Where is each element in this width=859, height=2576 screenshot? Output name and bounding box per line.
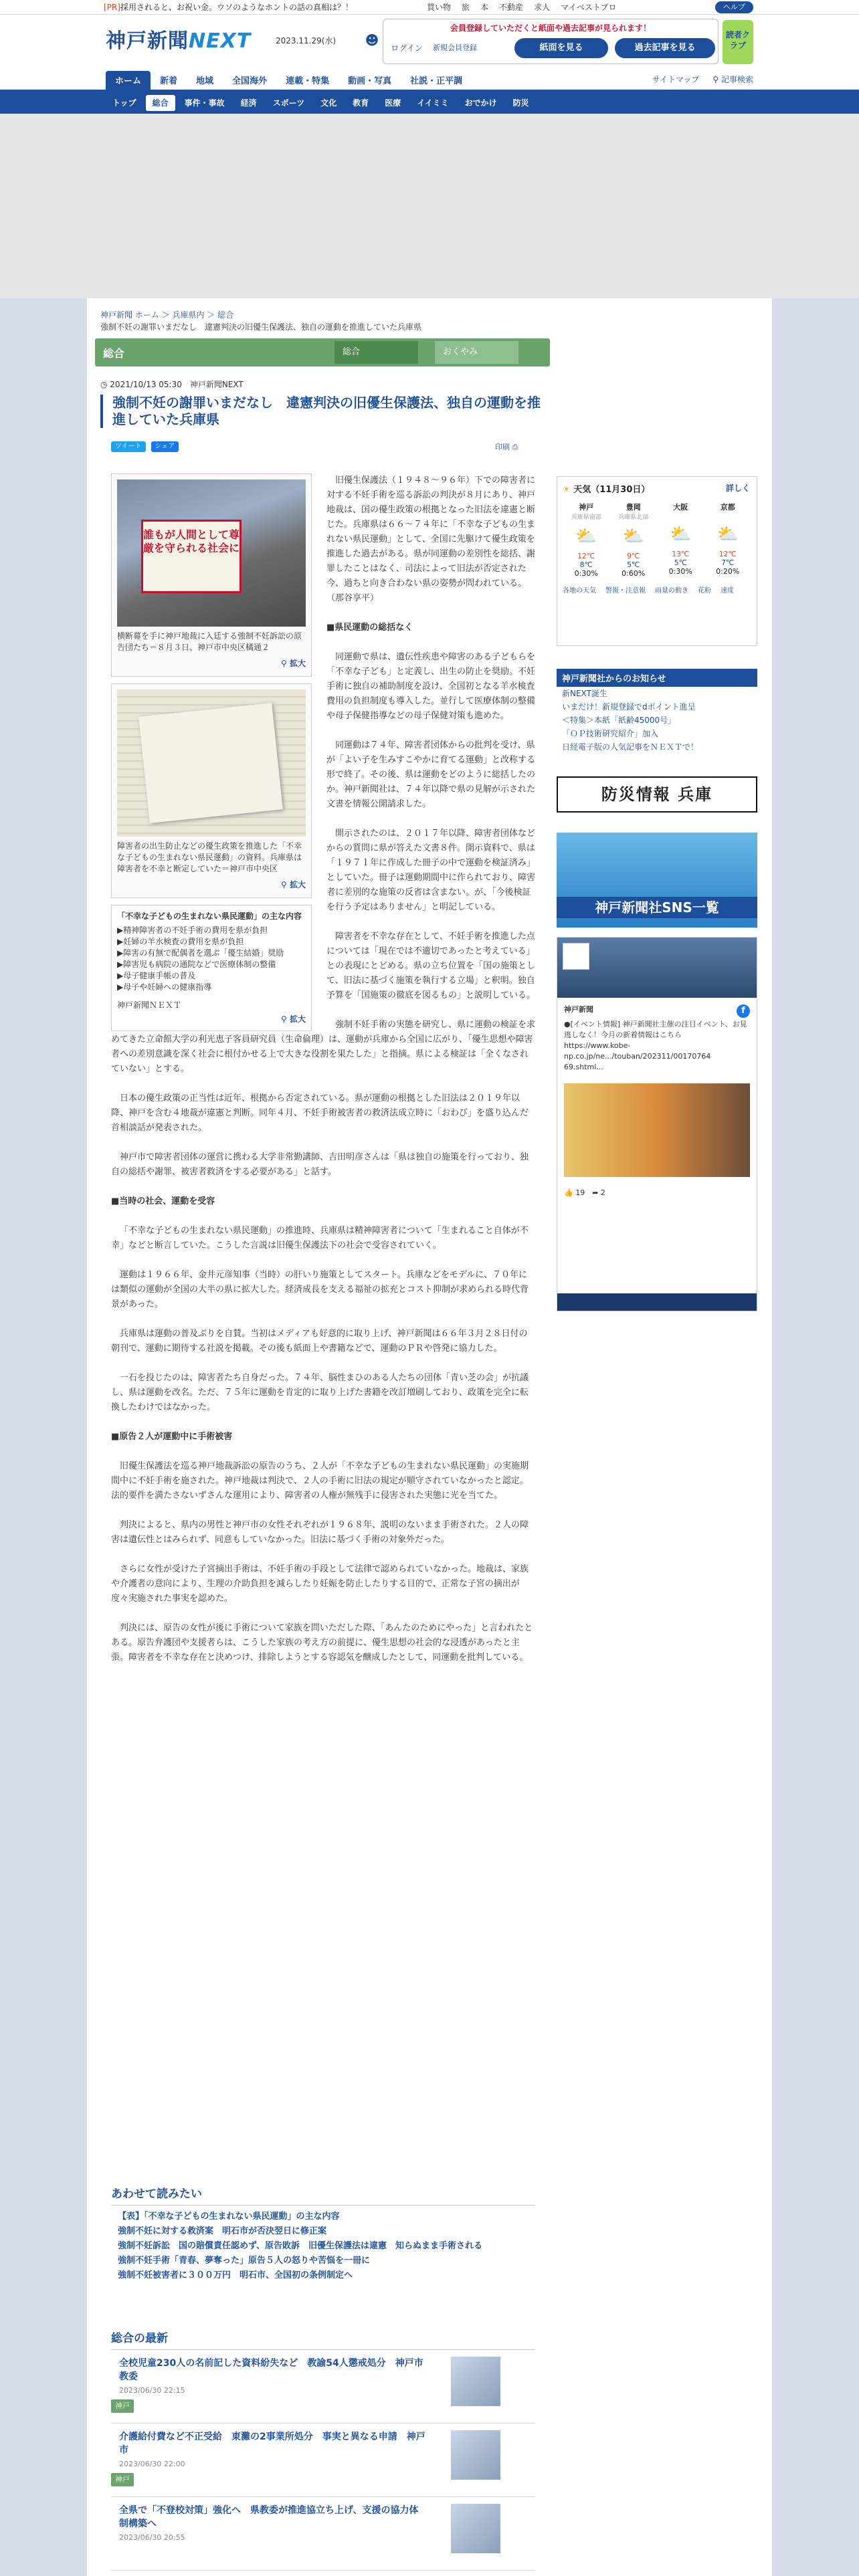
related-box bbox=[111, 905, 312, 1031]
breadcrumb: 神戸新聞 ホーム ＞ 兵庫県内 ＞ 総合 bbox=[100, 310, 234, 320]
notice-link[interactable]: 「ＯＰ技術研究紹介」加入 bbox=[562, 729, 659, 738]
gnav-national[interactable]: 全国海外 bbox=[232, 76, 268, 86]
logo-next: NEXT bbox=[189, 29, 252, 53]
top-link-shopping[interactable]: 買い物 bbox=[427, 3, 452, 12]
facebook-post bbox=[557, 998, 757, 1079]
latest-item-date: 2023/06/30 22:00 bbox=[119, 2460, 185, 2468]
masthead bbox=[0, 15, 859, 68]
weather-more-link[interactable]: 詳しく bbox=[725, 484, 750, 493]
latest-item[interactable] bbox=[111, 2504, 535, 2571]
article-headline: 強制不妊の謝罪いまだなし 違憲判決の旧優生保護法、独自の運動を推進していた兵庫県 bbox=[100, 395, 542, 428]
top-link-jobs[interactable]: 求人 bbox=[534, 3, 551, 12]
latest-section bbox=[111, 2329, 535, 2576]
related-box-title: 「不幸な子どもの生まれない県民運動」の主な内容 bbox=[117, 911, 302, 921]
paragraph: 兵庫県は運動の普及ぶりを自賛。当初はメディアも好意的に取り上げ、神戸新聞は６６年３月２８日付の朝刊で、運動に期待する社説を掲載。その後も紙面上や書籍などで、運動のＰＲや啓発に協力した。 bbox=[111, 1329, 528, 1354]
figure-2-caption: 障害者の出生防止などの優生政策を推進した「不幸な子どもの生まれない県民運動」の資料。兵庫県は障害者を不幸と断定していた＝神戸市中央区 bbox=[117, 841, 302, 873]
reader-club-button[interactable]: 読者クラブ bbox=[723, 20, 753, 64]
temp-low: 8℃ bbox=[579, 560, 593, 569]
sns-banner-title: 神戸新聞社SNS一覧 bbox=[557, 897, 757, 918]
gnav-home[interactable]: ホーム bbox=[106, 71, 151, 92]
sub-nav bbox=[0, 92, 859, 114]
city-region bbox=[657, 512, 704, 519]
print-label: 印刷 bbox=[495, 443, 510, 451]
facebook-cover[interactable] bbox=[557, 938, 757, 998]
notice-link[interactable]: ＜特集＞本紙「紙齢45000号」 bbox=[562, 716, 676, 725]
weather-link[interactable]: 速度 bbox=[721, 587, 734, 595]
subheading: ■県民運動の総括なく bbox=[326, 623, 413, 633]
top-link-travel[interactable]: 旅 bbox=[462, 3, 470, 12]
top-link-realestate[interactable]: 不動産 bbox=[499, 3, 524, 12]
related-item: ▶障害児も病院の通院などで医療体制の整備 bbox=[117, 960, 276, 969]
notice-link[interactable]: いまだけ！新規登録でdポイント進呈 bbox=[562, 702, 696, 712]
member-message: 会員登録していただくと紙面や過去記事が見られます！ bbox=[450, 23, 651, 33]
cloudy-sun-icon: ⛅ bbox=[575, 526, 597, 546]
pr-tag: [PR] bbox=[104, 3, 120, 12]
latest-item-date: 2023/06/30 22:15 bbox=[119, 2386, 185, 2395]
breadcrumb-current: 強制不妊の謝罪いまだなし 違憲判決の旧優生保護法、独自の運動を推進していた兵庫県 bbox=[100, 322, 422, 332]
site-logo[interactable] bbox=[106, 24, 251, 53]
paragraph: 旧優生保護法（１９４８〜９６年）下での障害者に対する不妊手術を巡る訴訟の判決が８月にあり、神戸地裁は、国の優生政策の根拠となった旧法を違憲と断じた。兵庫県は６６〜７４年に「不幸な子どもの生まれない県民運動」として、全国に先駆けて優生政策を推進した過去がある。県が同運動の差別性を総括、謝罪したことはなく、司法によって旧法が否定された今、過ちと向き合わない県の姿勢が問われている。（那谷享平） bbox=[326, 475, 536, 603]
breadcrumb-hyogo[interactable]: 兵庫県内 bbox=[172, 310, 205, 320]
rain-chance: 0:30% bbox=[574, 569, 598, 578]
zoom-button-1[interactable] bbox=[117, 656, 306, 671]
figure-1 bbox=[111, 473, 312, 677]
temp-low: 5℃ bbox=[627, 560, 640, 569]
paragraph: 判決によると、県内の男性と神戸市の女性それぞれが１９６８年、説明のないまま手術された。２人の障害は遺伝性とはみられず、同意もしていなかった。旧法に基づく手術の対象外だった。 bbox=[111, 1520, 529, 1545]
weather-city[interactable] bbox=[563, 502, 610, 578]
paragraph: 運動は１９６６年、金井元彦知事（当時）の肝いり施策としてスタート。兵庫などをモデルに、７０年には類似の運動が全国の大半の県に拡大した。経済成長を支える福祉の拡充とコスト抑制が求められる時代背景があった。 bbox=[111, 1270, 529, 1309]
user-icon[interactable]: ☻ bbox=[365, 32, 379, 48]
ad-banner-area bbox=[0, 114, 859, 298]
latest-item-title[interactable]: 全校児童230人の名前記した資料紛失など 教諭54人懲戒処分 神戸市教委 bbox=[119, 2358, 423, 2382]
temp-high: 12℃ bbox=[719, 550, 737, 558]
snav-iimimi[interactable]: イイミミ bbox=[417, 98, 449, 108]
top-link-books[interactable]: 本 bbox=[480, 3, 489, 12]
city-region bbox=[704, 512, 752, 519]
view-paper-button[interactable]: 紙面を見る bbox=[514, 38, 608, 58]
zoom-button-3[interactable] bbox=[117, 1014, 306, 1025]
latest-item[interactable] bbox=[111, 2430, 535, 2497]
read-also-link[interactable]: 強制不妊に対する救済案 明石市が否決翌日に修正案 bbox=[118, 2226, 327, 2236]
temp-low: 7℃ bbox=[721, 558, 735, 567]
top-links bbox=[427, 0, 616, 15]
city-region: 兵庫県北部 bbox=[618, 514, 649, 521]
weather-link[interactable]: 花粉 bbox=[698, 587, 711, 595]
gnav-editorial[interactable]: 社説・正平調 bbox=[410, 76, 463, 86]
article-meta bbox=[100, 379, 244, 390]
article-photo-1[interactable] bbox=[117, 479, 306, 627]
temp-high: 9℃ bbox=[627, 552, 640, 560]
article-meta-text: 2021/10/13 05:30 神戸新聞NEXT bbox=[110, 380, 244, 389]
current-date: 2023.11.29(水) bbox=[276, 36, 337, 45]
tab-general[interactable]: 総合 bbox=[335, 341, 418, 364]
share-icon[interactable]: ➦ bbox=[592, 1188, 601, 1197]
facebook-icon[interactable]: f bbox=[737, 1004, 750, 1018]
share-buttons bbox=[111, 441, 179, 452]
latest-title: 総合の最新 bbox=[111, 2329, 535, 2350]
read-also-title: あわせて読みたい bbox=[111, 2184, 535, 2206]
paragraph: 一石を投じたのは、障害者たち自身だった。７４年、脳性まひのある人たちの団体「青い芝の会」が抗議し、県は運動を改名。ただ、７５年に運動を肯定的に取り上げた書籍を改訂増刷しており、政策を完全に転換したわけではなかった。 bbox=[111, 1373, 529, 1412]
snav-incidents[interactable]: 事件・事故 bbox=[184, 98, 225, 108]
paragraph: 開示されたのは、２０１７年以降、障害者団体などからの質問に県が答えた文書８件。開示資料で、県は「１９７１年に作成した冊子の中で運動を検証済み」としていた。冊子は運動期間中に作られており、障害者に差別的な施策の反省は含まない。が、「今後検証を行う予定はありません」と明記している。 bbox=[326, 829, 536, 912]
related-item: ▶妊婦の羊水検査の費用を県が負担 bbox=[117, 937, 244, 946]
subheading: ■原告２人が運動中に手術被害 bbox=[111, 1432, 233, 1442]
print-button[interactable] bbox=[495, 441, 518, 452]
search-icon: ⚲ bbox=[712, 75, 721, 84]
read-also-link[interactable]: 強制不妊手術「青春、夢奪った」原告５人の怒りや苦悩を一冊に bbox=[118, 2256, 371, 2266]
global-nav bbox=[0, 68, 859, 92]
document-image bbox=[138, 703, 283, 823]
paragraph: 強制不妊手術の実態を研究し、県に運動の検証を求めてきた立命館大学の利光恵子客員研究員（生命倫理）は、運動が兵庫から全国に広がり、「優生思想や障害者への差別意識を深く社会に根付かせる上で大きな役割を果たした」と指摘。県による検証は「全くなされていない」とする。 bbox=[111, 1020, 536, 1074]
facebook-page-name[interactable]: 神戸新聞 bbox=[564, 1005, 593, 1014]
category-title: 総合 bbox=[103, 347, 125, 360]
facebook-post-image[interactable] bbox=[564, 1083, 750, 1177]
facebook-reactions bbox=[557, 1181, 757, 1205]
category-bar bbox=[95, 338, 550, 366]
temp-high: 13℃ bbox=[672, 550, 690, 558]
weather-link[interactable]: 雨量の動き bbox=[655, 587, 688, 595]
facebook-share-button[interactable]: シェア bbox=[151, 441, 179, 452]
paragraph: 同運動で県は、遺伝性疾患や障害のある子どもらを「不幸な子ども」と定義し、出生の防止を奨励。不妊手術に独自の補助制度を設け、全国初となる羊水検査費用の負担制度も導入した。並行して医療体制の整備や母子保健指導などの母子保健対策も進めた。 bbox=[326, 652, 536, 721]
breadcrumb-home[interactable]: 神戸新聞 ホーム bbox=[100, 310, 159, 320]
read-also-section bbox=[111, 2184, 535, 2283]
zoom-label: 拡大 bbox=[289, 880, 306, 889]
view-archive-button[interactable]: 過去記事を見る bbox=[615, 38, 715, 58]
zoom-icon: ⚲ bbox=[281, 1014, 290, 1024]
notice-link[interactable]: 新NEXT誕生 bbox=[562, 689, 607, 698]
zoom-label: 拡大 bbox=[289, 659, 306, 668]
weather-city[interactable] bbox=[657, 502, 704, 578]
tweet-button[interactable]: ツイート bbox=[111, 441, 146, 452]
zoom-button-2[interactable] bbox=[117, 877, 306, 892]
snav-economy[interactable]: 経済 bbox=[240, 98, 257, 108]
main-page bbox=[87, 298, 772, 2576]
subheading: ■当時の社会、運動を受容 bbox=[111, 1196, 215, 1206]
cloudy-sun-icon: ⛅ bbox=[670, 524, 692, 544]
snav-disaster[interactable]: 防災 bbox=[512, 98, 529, 108]
clock-icon: ◷ bbox=[100, 380, 110, 389]
related-item: ▶障害の有無で配偶者を選ぶ「優生結婚」奨励 bbox=[117, 948, 284, 958]
latest-item-tag[interactable]: 神戸 bbox=[111, 2399, 134, 2413]
related-item: ▶母子や妊婦への健康指導 bbox=[117, 982, 212, 992]
related-source: 神戸新聞ＮＥＸＴ bbox=[117, 1000, 182, 1010]
latest-item-thumbnail[interactable] bbox=[451, 2504, 500, 2553]
breadcrumb-general[interactable]: 総合 bbox=[217, 310, 234, 320]
tab-obituaries[interactable]: おくやみ bbox=[435, 341, 518, 364]
snav-outing[interactable]: おでかけ bbox=[464, 98, 497, 108]
help-button[interactable]: ヘルプ bbox=[715, 1, 753, 13]
disaster-info-banner[interactable]: 防災情報 兵庫 bbox=[557, 776, 757, 813]
latest-item-date: 2023/06/30 20:55 bbox=[119, 2533, 185, 2542]
print-icon: ⎙ bbox=[512, 443, 518, 451]
city-name: 京都 bbox=[720, 503, 735, 512]
rain-chance: 0:60% bbox=[622, 569, 646, 578]
weather-links bbox=[563, 584, 751, 595]
gnav-region[interactable]: 地域 bbox=[196, 76, 214, 86]
temp-low: 5℃ bbox=[674, 558, 687, 567]
cloudy-sun-icon: ⛅ bbox=[622, 526, 644, 546]
gnav-new[interactable]: 新着 bbox=[160, 76, 178, 86]
logo-main: 神戸新聞 bbox=[106, 29, 189, 53]
latest-item-thumbnail[interactable] bbox=[451, 2357, 500, 2406]
snav-medical[interactable]: 医療 bbox=[385, 98, 401, 108]
pr-link[interactable]: 採用されると、お祝い金。ウソのようなホントの話の真相は？！ bbox=[120, 3, 353, 12]
facebook-widget bbox=[557, 937, 757, 1311]
weather-title-text: 天気（11月30日） bbox=[573, 485, 650, 495]
weather-city[interactable] bbox=[610, 502, 658, 578]
latest-item-thumbnail[interactable] bbox=[451, 2430, 500, 2480]
read-also-link[interactable]: 強制不妊被害者に３００万円 明石市、全国初の条例制定へ bbox=[118, 2270, 353, 2280]
facebook-post-text: ●[イベント情報] 神戸新聞社主催の注目イベント、お見逃しなく！今月の新着情報はこちら https://www.kobe-np.co.jp/ne.../touban/202311/00170764 69.shtml... bbox=[564, 1020, 747, 1071]
snav-culture[interactable]: 文化 bbox=[320, 98, 337, 108]
paragraph: 「不幸な子どもの生まれない県民運動」の推進時、兵庫県は精神障害者について「生まれること自体が不幸」などと断言していた。こうした言説は旧優生保護法下の社会で受容されていく。 bbox=[111, 1226, 529, 1251]
login-link[interactable]: ログイン bbox=[391, 43, 423, 53]
temp-high: 12℃ bbox=[577, 552, 595, 560]
banner-text: 誰もが人間として尊厳を守られる社会に bbox=[141, 520, 242, 593]
figure-2 bbox=[111, 683, 312, 898]
member-box bbox=[383, 19, 719, 64]
paragraph: 同運動は７４年、障害者団体からの批判を受け、県が「よい子を生みすこやかに育てる運動」と改称する形で終了。その後、県は運動をどのように総括したのか。神戸新聞社は、７４年以降で県の見解が示された文書を情報公開請求した。 bbox=[326, 740, 536, 809]
snav-education[interactable]: 教育 bbox=[353, 98, 369, 108]
figure-column bbox=[111, 473, 312, 1031]
rain-chance: 0:20% bbox=[716, 567, 740, 576]
zoom-icon: ⚲ bbox=[281, 659, 290, 668]
weather-widget bbox=[557, 476, 757, 646]
sns-banner[interactable] bbox=[557, 833, 757, 928]
pr-bar bbox=[0, 0, 859, 15]
facebook-footer bbox=[557, 1293, 757, 1311]
paragraph: さらに女性が受けた子宮摘出手術は、不妊手術の手段として法律で認められていなかった。地裁は、家族や介護者の意向により、生理の介助負担を減らしたり妊娠を防止したりする目的で、正常な子宮の摘出が度々実施された事実を認めた。 bbox=[111, 1564, 529, 1604]
notice-title: 神戸新聞社からのお知らせ bbox=[557, 669, 757, 687]
share-count: 2 bbox=[600, 1188, 605, 1197]
sun-icon: ☀ bbox=[563, 485, 574, 495]
gnav-series[interactable]: 連載・特集 bbox=[286, 76, 330, 86]
paragraph: 障害者を不幸な存在として、不妊手術を推進した点については「現在では不適切であったと考えている」との表現にとどめる。県の立ち位置を「国の施策として、旧法に基づく施策を執行する立場」と釈明。独自予算を「国施策の徹底を図るもの」と説明している。 bbox=[326, 932, 536, 1000]
sitemap-link[interactable]: サイトマップ bbox=[652, 75, 700, 84]
read-also-link[interactable]: 強制不妊訴訟 国の賠償責任認めず、原告敗訴 旧優生保護法は違憲 知らぬまま手術される bbox=[118, 2241, 482, 2251]
paragraph: 判決には、原告の女性が後に手術について家族を問いただした際、「あんたのためにやった」と言われたとある。原告弁護団や支援者らは、こうした家族の考え方の前提に、優生思想の社会的な浸透があったと主張。障害者を不幸な存在と決めつけ、排除しようとする容認気を醸成したとして、同運動を批判している。 bbox=[111, 1623, 533, 1662]
article-photo-2[interactable] bbox=[117, 689, 306, 837]
rain-chance: 0:30% bbox=[668, 567, 692, 576]
city-region: 兵庫県南部 bbox=[571, 514, 601, 521]
read-also-link[interactable]: 【表】「不幸な子どもの生まれない県民運動」の主な内容 bbox=[118, 2212, 340, 2222]
like-count: 19 bbox=[575, 1188, 585, 1197]
latest-item[interactable] bbox=[111, 2357, 535, 2424]
city-name: 豊岡 bbox=[626, 503, 641, 512]
paragraph: 旧優生保護法を巡る神戸地裁訴訟の原告のうち、２人が「不幸な子どもの生まれない県民運動」の実施期間中に不妊手術を施された。神戸地裁は判決で、２人の手術に旧法の規定が順守されていなかったと認定。法的要件を満たさないずさんな運用により、障害者の人権が無残手に侵害された実態に光を当てた。 bbox=[111, 1461, 529, 1501]
notice-box bbox=[557, 669, 757, 754]
article-body bbox=[111, 473, 535, 1680]
city-name: 神戸 bbox=[579, 503, 594, 512]
gnav-video[interactable]: 動画・写真 bbox=[348, 76, 392, 86]
snav-sports[interactable]: スポーツ bbox=[272, 98, 305, 108]
latest-item-title[interactable]: 全県で「不登校対策」強化へ 県教委が推進協立ち上げ、支援の協力体制構築へ bbox=[119, 2505, 419, 2529]
city-name: 大阪 bbox=[673, 503, 688, 512]
notice-link[interactable]: 日経電子版の人気記事をＮＥＸＴで！ bbox=[562, 742, 699, 752]
snav-top[interactable]: トップ bbox=[112, 98, 136, 108]
snav-general[interactable]: 総合 bbox=[146, 95, 175, 111]
zoom-icon: ⚲ bbox=[281, 880, 290, 889]
figure-1-caption: 横断幕を手に神戸地裁に入廷する強制不妊訴訟の原告団たち＝８月３日、神戸市中央区橘通２ bbox=[117, 631, 302, 652]
paragraph: 神戸市で障害者団体の運営に携わる大学非常勤講師、吉田明彦さんは「県は独自の施策を行っており、独自の総括や謝罪、被害者救済をする必要がある」と話す。 bbox=[111, 1152, 529, 1177]
register-link[interactable]: 新規会員登録 bbox=[433, 43, 477, 52]
page-logo bbox=[563, 943, 589, 970]
like-icon[interactable]: 👍 bbox=[564, 1188, 576, 1197]
latest-item-title[interactable]: 介護給付費など不正受給 東灘の2事業所処分 事実と異なる申請 神戸市 bbox=[119, 2432, 425, 2456]
top-link-mybestpro[interactable]: マイベストプロ bbox=[561, 3, 617, 12]
paragraph: 日本の優生政策の正当性は近年、根拠から否定されている。県が運動の根拠とした旧法は２０１９年以降、神戸を含む４地裁が違憲と判断。同年４月、不妊手術被害者の救済法成立時に「おわび」を盛り込んだ首相談話が発表された。 bbox=[111, 1093, 529, 1133]
weather-link[interactable]: 各地の天気 bbox=[563, 587, 596, 595]
sidebar bbox=[557, 476, 757, 1311]
cloudy-sun-icon: ⛅ bbox=[717, 524, 739, 544]
latest-item-tag[interactable]: 神戸 bbox=[111, 2473, 134, 2486]
article-search-label: 記事検索 bbox=[721, 75, 753, 84]
zoom-label: 拡大 bbox=[289, 1014, 306, 1024]
related-item: ▶精神障害者の不妊手術の費用を県が負担 bbox=[117, 926, 268, 935]
weather-city[interactable] bbox=[704, 502, 752, 578]
article-search-link[interactable] bbox=[712, 74, 753, 85]
weather-title bbox=[563, 482, 751, 495]
related-item: ▶母子健康手帳の普及 bbox=[117, 971, 196, 980]
weather-link[interactable]: 警報・注意報 bbox=[605, 587, 646, 595]
